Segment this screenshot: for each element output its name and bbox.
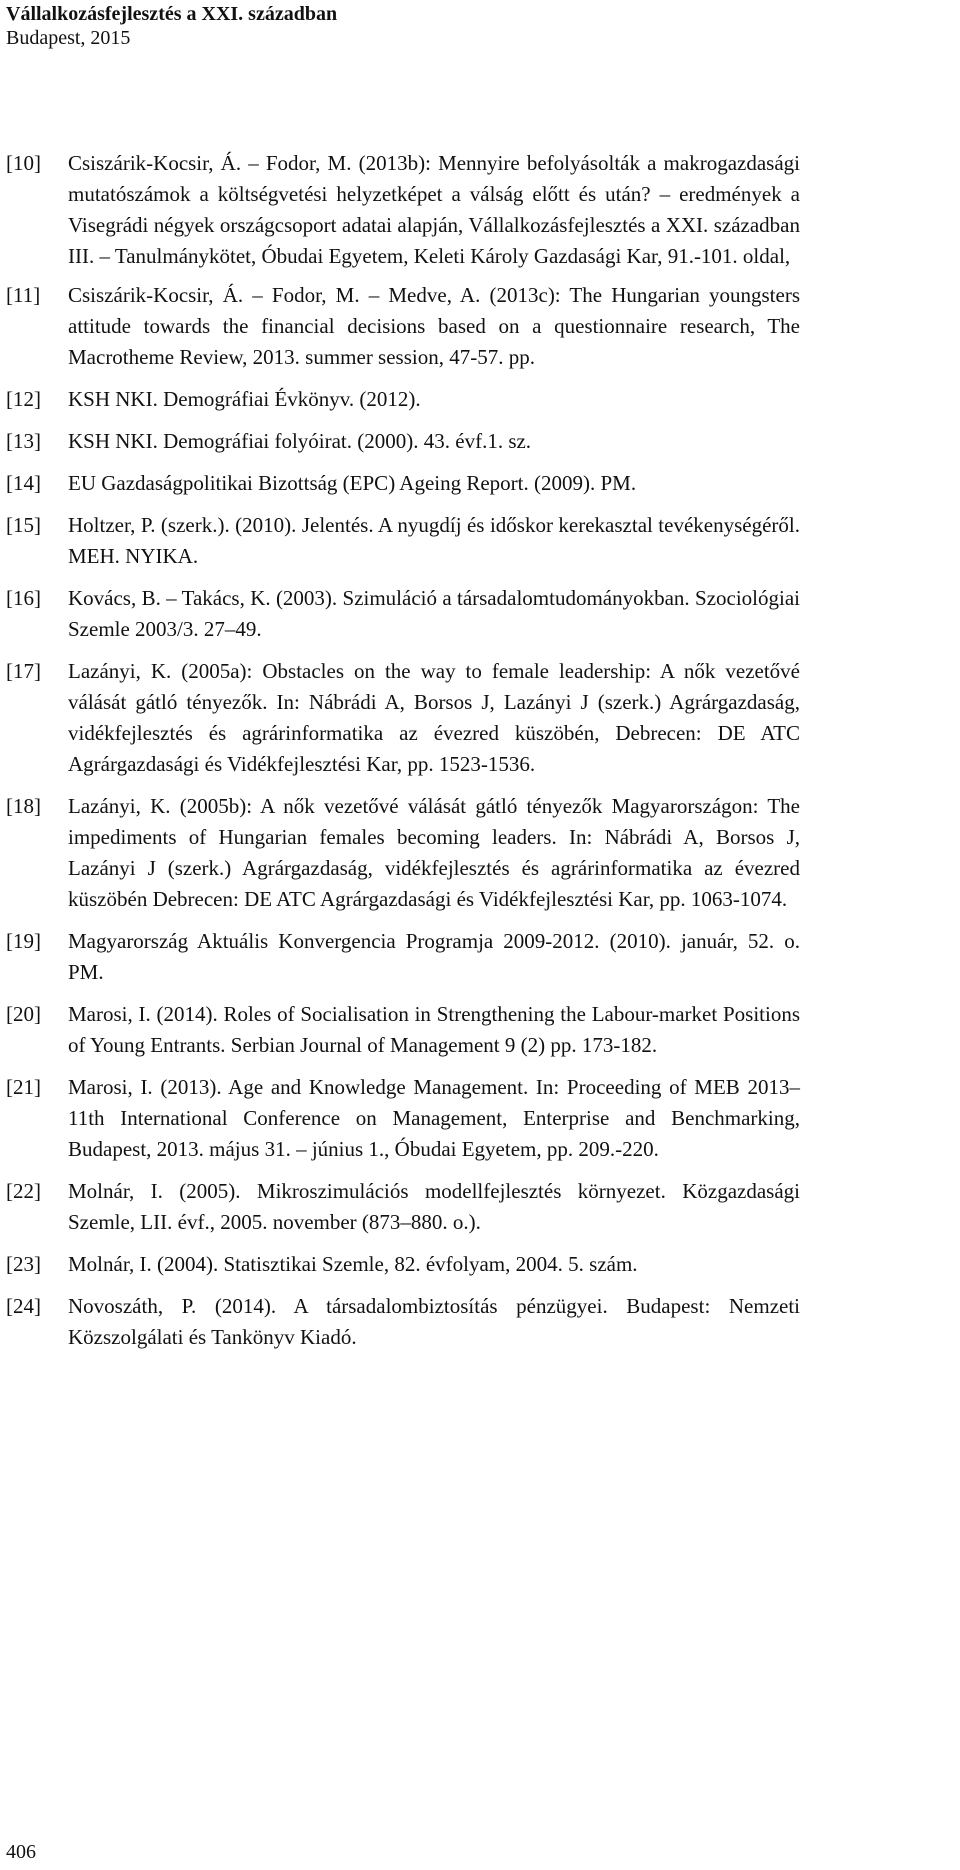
reference-item: [6, 468, 800, 499]
reference-number: [24]: [6, 1294, 41, 1318]
reference-text: Kovács, B. – Takács, K. (2003). Szimuláció a társadalomtudományokban. Szociológiai Szemle 2003/3. 27–49.: [68, 586, 800, 641]
reference-item: [6, 510, 800, 572]
header-subtitle: Budapest, 2015: [6, 27, 131, 49]
reference-item: [6, 1249, 800, 1280]
reference-number: [10]: [6, 151, 41, 175]
reference-item: [6, 426, 800, 457]
reference-item: [6, 926, 800, 988]
reference-item: [6, 1176, 800, 1238]
reference-text: EU Gazdaságpolitikai Bizottság (EPC) Ageing Report. (2009). PM.: [68, 471, 637, 495]
reference-number: [11]: [6, 283, 41, 307]
header-title: Vállalkozásfejlesztés a XXI. században: [6, 3, 338, 25]
reference-item: [6, 791, 800, 915]
reference-number: [15]: [6, 513, 41, 537]
reference-text: Csiszárik-Kocsir, Á. – Fodor, M. (2013b): Mennyire befolyásolták a makrogazdasági mutatószámok a költségvetési helyzetképet a válság előtt és után? – eredmények a Visegrádi négyek országcsoport adatai alapján, Vállalkozásfejlesztés a XXI. században III. – Tanulmánykötet, Óbudai Egyetem, Keleti Károly Gazdasági Kar, 91.-101. oldal,: [68, 151, 800, 268]
reference-text: Marosi, I. (2014). Roles of Socialisation in Strengthening the Labour-market Positions of Young Entrants. Serbian Journal of Management 9 (2) pp. 173-182.: [68, 1002, 800, 1057]
reference-number: [23]: [6, 1252, 41, 1276]
reference-item: [6, 583, 800, 645]
reference-item: [6, 1072, 800, 1165]
reference-number: [21]: [6, 1075, 41, 1099]
reference-item: [6, 384, 800, 415]
page-number: 406: [6, 1841, 36, 1863]
reference-text: Lazányi, K. (2005b): A nők vezetővé válását gátló tényezők Magyarországon: The impediments of Hungarian females becoming leaders. In: Nábrádi A, Borsos J, Lazányi J (szerk.) Agrárgazdaság, vidékfejlesztés és agrárinformatika az évezred küszöbén Debrecen: DE ATC Agrárgazdasági és Vidékfejlesztési Kar, pp. 1063-1074.: [68, 794, 800, 911]
reference-text: Molnár, I. (2004). Statisztikai Szemle, 82. évfolyam, 2004. 5. szám.: [68, 1252, 638, 1276]
reference-text: KSH NKI. Demográfiai folyóirat. (2000). 43. évf.1. sz.: [68, 429, 532, 453]
reference-text: Magyarország Aktuális Konvergencia Programja 2009-2012. (2010). január, 52. o. PM.: [68, 929, 800, 984]
reference-number: [13]: [6, 429, 41, 453]
reference-text: Lazányi, K. (2005a): Obstacles on the way to female leadership: A nők vezetővé válását gátló tényezők. In: Nábrádi A, Borsos J, Lazányi J (szerk.) Agrárgazdaság, vidékfejlesztés és agrárinformatika az évezred küszöbén, Debrecen: DE ATC Agrárgazdasági és Vidékfejlesztési Kar, pp. 1523-1536.: [68, 659, 800, 776]
reference-number: [17]: [6, 659, 41, 683]
reference-item: [6, 656, 800, 780]
reference-number: [20]: [6, 1002, 41, 1026]
reference-number: [22]: [6, 1179, 41, 1203]
reference-text: Molnár, I. (2005). Mikroszimulációs modellfejlesztés környezet. Közgazdasági Szemle, LII. évf., 2005. november (873–880. o.).: [68, 1179, 800, 1234]
reference-text: Marosi, I. (2013). Age and Knowledge Management. In: Proceeding of MEB 2013– 11th International Conference on Management, Enterprise and Benchmarking, Budapest, 2013. május 31. – június 1., Óbudai Egyetem, pp. 209.-220.: [68, 1075, 800, 1161]
reference-item: [6, 148, 800, 272]
reference-number: [16]: [6, 586, 41, 610]
reference-number: [12]: [6, 387, 41, 411]
reference-number: [18]: [6, 794, 41, 818]
reference-text: Csiszárik-Kocsir, Á. – Fodor, M. – Medve, A. (2013c): The Hungarian youngsters attitude towards the financial decisions based on a questionnaire research, The Macrotheme Review, 2013. summer session, 47-57. pp.: [68, 283, 800, 369]
reference-item: [6, 999, 800, 1061]
reference-item: [6, 280, 800, 373]
reference-text: Holtzer, P. (szerk.). (2010). Jelentés. A nyugdíj és időskor kerekasztal tevékenységéről. MEH. NYIKA.: [68, 513, 800, 568]
reference-text: Novoszáth, P. (2014). A társadalombiztosítás pénzügyei. Budapest: Nemzeti Közszolgálati és Tankönyv Kiadó.: [68, 1294, 800, 1349]
reference-number: [19]: [6, 929, 41, 953]
running-header: [6, 2, 337, 50]
reference-list: [6, 148, 800, 1364]
reference-text: KSH NKI. Demográfiai Évkönyv. (2012).: [68, 387, 421, 411]
reference-item: [6, 1291, 800, 1353]
reference-number: [14]: [6, 471, 41, 495]
